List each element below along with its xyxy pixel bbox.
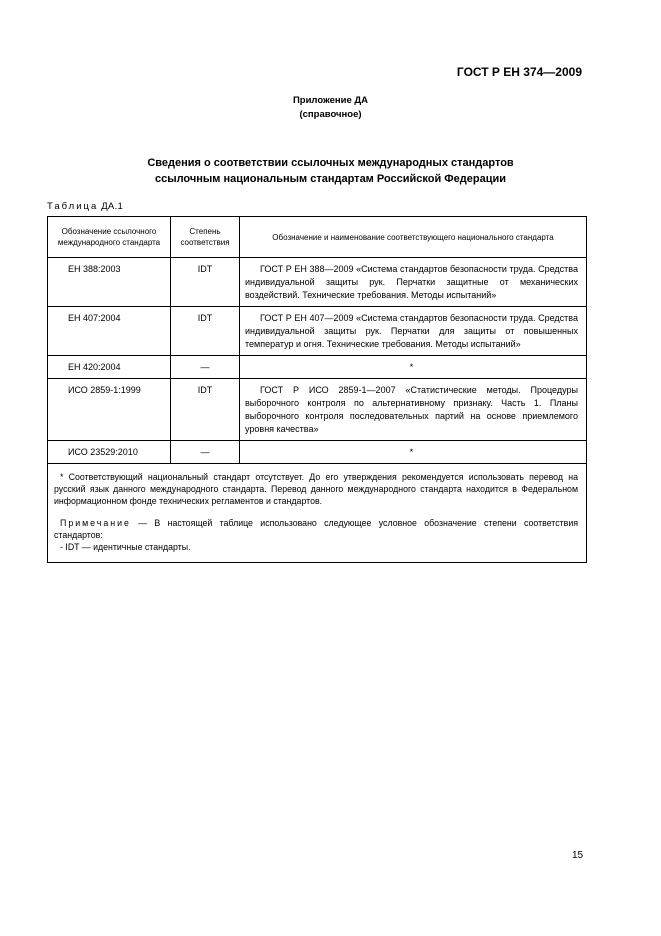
col-header-degree-line-2: соответствия xyxy=(180,238,230,247)
note-text: — В настоящей таблице использовано следующее условное обозначение степени соответствия стандартов: xyxy=(54,518,579,540)
table-label-id: ДА.1 xyxy=(101,201,124,212)
appendix-heading xyxy=(0,94,661,122)
degree-cell: IDT xyxy=(171,258,240,307)
table-label xyxy=(47,201,123,212)
table-row xyxy=(48,307,587,356)
national-standard-cell: ГОСТ Р ЕН 407—2009 «Система стандартов безопасности труда. Средства индивидуальной защиты рук. Перчатки для защиты от повышенных температур и огня. Технические требования. Методы испытаний» xyxy=(240,307,587,356)
section-title-line-2: ссылочным национальным стандартам Российской Федерации xyxy=(154,173,507,185)
reference-cell: ЕН 420:2004 xyxy=(48,356,171,379)
table-row xyxy=(48,441,587,464)
table-header-row xyxy=(48,217,587,258)
appendix-title: Приложение ДА xyxy=(292,95,369,106)
correspondence-table xyxy=(47,216,587,563)
section-title-line-1: Сведения о соответствии ссылочных международных стандартов xyxy=(147,157,514,169)
national-standard-cell: * xyxy=(240,356,587,379)
national-standard-cell: ГОСТ Р ИСО 2859-1—2007 «Статистические методы. Процедуры выборочного контроля по альтернативному признаку. Часть 1. Планы выборочного контроля последовательных партий на основе приемлемого уровня качества» xyxy=(240,379,587,441)
col-header-reference-line-2: международного стандарта xyxy=(57,238,161,247)
appendix-subtitle: (справочное) xyxy=(299,109,362,120)
reference-cell: ИСО 2859-1:1999 xyxy=(48,379,171,441)
degree-cell: IDT xyxy=(171,379,240,441)
col-header-national-line-1: Обозначение и наименование соответствующего национального стандарта xyxy=(272,232,554,242)
footnote-text: * Соответствующий национальный стандарт отсутствует. До его утверждения рекомендуется использовать перевод на русский язык данного международного стандарта. Перевод данного международного стандарта находится в Федеральном информационном фонде технических регламентов и стандартов. xyxy=(54,472,578,506)
note-paragraph xyxy=(54,517,578,541)
page-number: 15 xyxy=(572,850,584,861)
table-label-prefix: Таблица xyxy=(47,201,99,212)
col-header-degree xyxy=(171,217,240,258)
col-header-reference xyxy=(48,217,171,258)
section-title xyxy=(0,155,661,187)
degree-cell: IDT xyxy=(171,307,240,356)
col-header-degree-line-1: Степень xyxy=(189,227,221,236)
degree-cell: — xyxy=(171,441,240,464)
table-row xyxy=(48,258,587,307)
col-header-national xyxy=(240,217,587,258)
table-footer-row xyxy=(48,464,587,563)
reference-cell: ЕН 388:2003 xyxy=(48,258,171,307)
note-label: Примечание xyxy=(60,518,131,528)
note-item: - IDT — идентичные стандарты. xyxy=(60,542,191,552)
table-row xyxy=(48,379,587,441)
degree-cell: — xyxy=(171,356,240,379)
reference-cell: ЕН 407:2004 xyxy=(48,307,171,356)
national-standard-cell: * xyxy=(240,441,587,464)
col-header-reference-line-1: Обозначение ссылочного xyxy=(61,227,157,236)
national-standard-cell: ГОСТ Р ЕН 388—2009 «Система стандартов безопасности труда. Средства индивидуальной защиты рук. Перчатки защитные от механических воздействий. Технические требования. Методы испытаний» xyxy=(240,258,587,307)
reference-cell: ИСО 23529:2010 xyxy=(48,441,171,464)
table-row xyxy=(48,356,587,379)
document-number: ГОСТ Р ЕН 374—2009 xyxy=(456,65,582,79)
table-footnote-cell xyxy=(48,464,587,563)
